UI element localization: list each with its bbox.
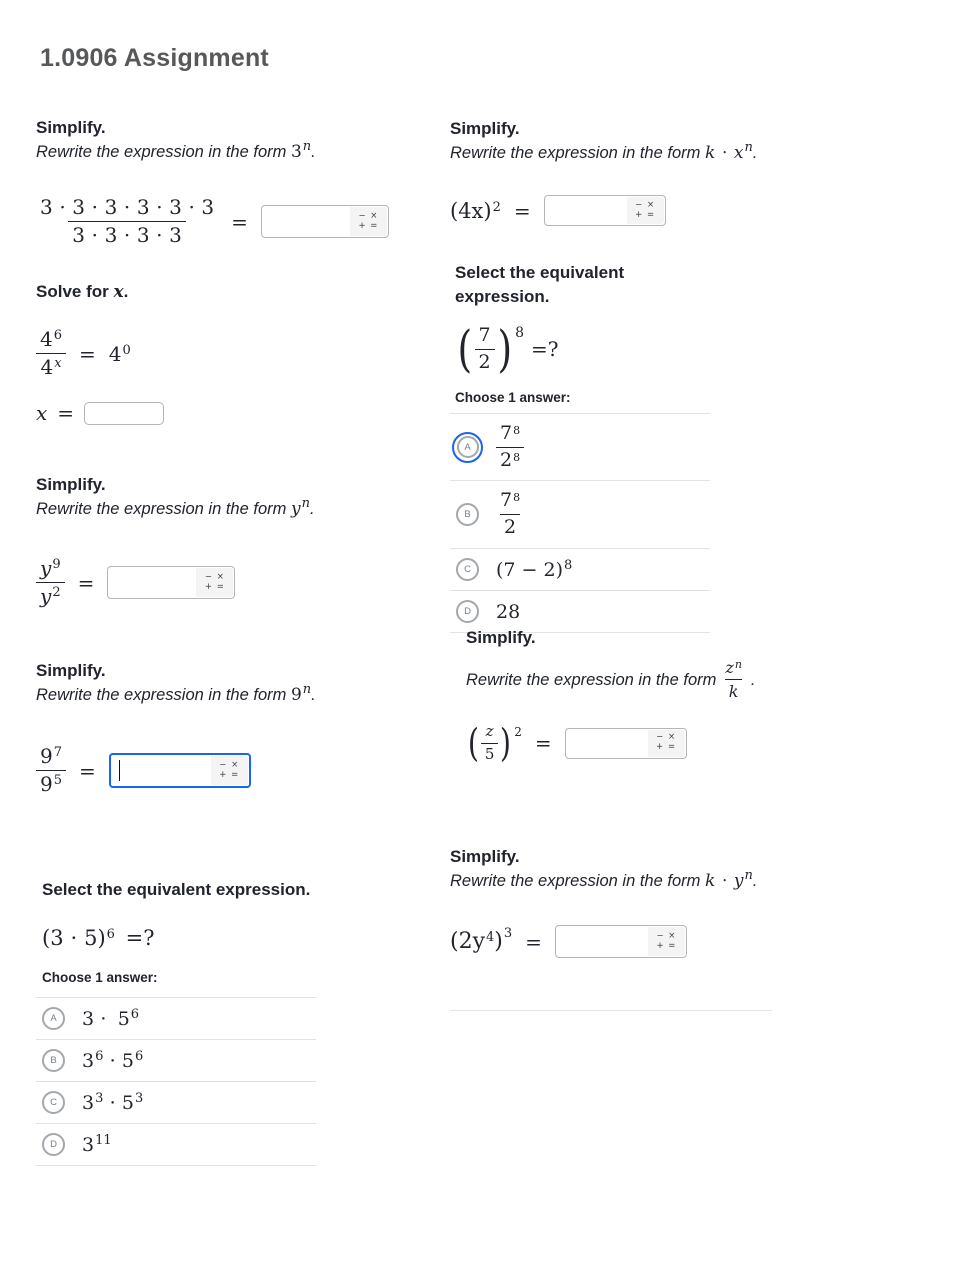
problem-heading: Simplify. [36,661,106,680]
problem-heading: Solve for x. [36,282,129,302]
answer-row: x = [36,401,396,425]
form-expression: $k \cdot y^n$ [704,868,753,891]
option-d-label: 28 [496,600,521,623]
problem-heading: Simplify. [36,118,106,137]
radio-option-b[interactable]: B [456,503,479,526]
answer-variable: x [36,401,48,425]
choice-row-a[interactable] [36,997,316,1039]
radio-option-c[interactable]: C [456,558,479,581]
choice-row-a-selected[interactable] [450,413,710,481]
close-paren: ) [500,721,512,766]
equation-row: ( $\frac{z}{5}$ ) 2 = − × + = [450,723,810,763]
problem-instruction: Rewrite the expression in the form $k \cdot y^n$. [450,868,758,891]
math-keypad-icon[interactable]: − × + = [196,568,233,597]
mc-question-3-5-pow6 [36,878,316,1166]
answer-input[interactable] [107,566,235,599]
problem-heading: Simplify. [450,119,520,138]
equation-row: $\frac{9^7}{9^5}$ = − × + = [36,745,396,796]
choice-row-c[interactable] [450,548,710,590]
open-paren: ( [457,319,473,378]
problem-solve-for-x [36,280,396,425]
fraction-expression: $\frac{9^7}{9^5}$ [36,745,66,796]
page-title: 1.0906 Assignment [40,44,269,72]
section-divider [450,1010,772,1011]
answer-input-focused[interactable] [109,753,251,788]
choose-label: Choose 1 answer: [42,970,158,985]
problem-heading: Simplify. [36,475,106,494]
radio-option-c[interactable]: C [42,1091,65,1114]
math-keypad-icon[interactable]: − × + = [648,927,685,956]
math-keypad-icon[interactable]: − × + = [648,730,685,757]
answer-input[interactable] [544,195,666,226]
mc-question-expression: $(3 \cdot 5)^6$ =? [42,926,155,950]
choice-list [36,997,316,1166]
radio-selected-ring[interactable] [452,432,483,463]
choice-row-b[interactable] [450,480,710,548]
fraction-expression: $\frac{y^9}{y^2}$ [36,557,65,608]
choose-label: Choose 1 answer: [455,389,571,405]
problem-instruction: Rewrite the expression in the form $y^n$. [36,496,315,519]
mc-heading: Select the equivalent expression. [455,263,625,306]
option-b-label: $3^6 \cdot 5^6$ [82,1048,144,1072]
choice-row-b[interactable] [36,1039,316,1081]
rhs-expression: $4^0$ [108,341,131,366]
lhs-expression: $(4x)^2$ [450,198,501,223]
radio-option-a[interactable]: A [42,1007,65,1030]
form-expression: 9$^n$ [290,682,312,705]
fraction-expression: $\frac{3 \cdot 3 \cdot 3 \cdot 3 \cdot 3 \cdot 3}{3 \cdot 3 \cdot 3 \cdot 3}$ [40,195,215,247]
option-a-label: $3 \cdot 5^6$ [82,1006,140,1030]
radio-option-d[interactable]: D [456,600,479,623]
close-paren: ) [497,319,512,378]
choice-row-c[interactable] [36,1081,316,1123]
instruction-text: Rewrite the expression in the form [450,872,701,890]
equation-row: $(4x)^2$ = − × + = [450,195,810,226]
problem-simplify-yn [36,473,396,608]
form-expression: $y^n$ [290,496,310,519]
math-keypad-icon[interactable]: − × + = [211,756,248,785]
problem-instruction: Rewrite the expression in the form $\frac{z^n}{k}$ . [466,658,756,702]
radio-option-d[interactable]: D [42,1133,65,1156]
problem-simplify-3n [36,116,396,247]
radio-option-a[interactable]: A [457,436,479,458]
option-a-label: $\frac{7^8}{2^8}$ [496,423,524,472]
problem-simplify-kyn [450,845,810,958]
lhs-expression: $(2y^4)^3$ [450,926,513,954]
math-keypad-icon[interactable]: − × + = [627,197,664,224]
choice-row-d[interactable] [36,1123,316,1165]
problem-heading: Simplify. [450,847,520,866]
equation-row: $(2y^4)^3$ = − × + = [450,925,810,958]
answer-input[interactable] [84,402,164,425]
lhs-expression: ( $\frac{z}{5}$ ) 2 [467,721,522,766]
equation-row: $\frac{y^9}{y^2}$ = − × + = [36,557,396,608]
text-cursor [119,760,121,781]
form-expression: $\frac{z^n}{k}$ [725,658,742,702]
mc-question-expression: ( $\frac{7}{2}$ ) 8 =? [457,319,559,378]
math-keypad-icon[interactable]: − × + = [350,207,387,236]
problem-simplify-kxn [450,117,810,226]
fraction-expression: $\frac{4^6}{4^x}$ [36,328,66,379]
form-expression: $k \cdot x^n$ [704,140,753,163]
open-paren: ( [467,721,479,766]
problem-heading: Simplify. [466,628,536,647]
mc-question-7-over-2-pow8 [450,261,710,633]
answer-input[interactable] [261,205,389,238]
instruction-text: Rewrite the expression in the form [36,500,287,518]
equation-row: $\frac{3 \cdot 3 \cdot 3 \cdot 3 \cdot 3 \cdot 3}{3 \cdot 3 \cdot 3 \cdot 3}$ = − × + = [36,196,396,247]
problem-simplify-9n [36,659,396,796]
choice-list [450,413,710,633]
equation-row: $\frac{4^6}{4^x}$ = $4^0$ [36,328,396,379]
instruction-text: Rewrite the expression in the form [466,670,717,689]
instruction-text: Rewrite the expression in the form [450,144,701,162]
option-d-label: $3^{11}$ [82,1132,112,1156]
radio-option-b[interactable]: B [42,1049,65,1072]
instruction-text: Rewrite the expression in the form [36,143,287,161]
option-b-label: $\frac{7^8}{2}$ [500,489,521,539]
instruction-text: Rewrite the expression in the form [36,686,287,704]
problem-instruction: Rewrite the expression in the form $k \cdot x^n$. [450,140,758,163]
form-expression: 3$^n$ [290,139,312,162]
option-c-label: $(7 - 2)^8$ [496,557,573,581]
answer-input[interactable] [555,925,687,958]
problem-instruction: Rewrite the expression in the form 3$^n$. [36,139,316,162]
mc-heading: Select the equivalent expression. [42,880,311,899]
answer-input[interactable] [565,728,687,759]
option-c-label: $3^3 \cdot 5^3$ [82,1090,144,1114]
problem-instruction: Rewrite the expression in the form 9$^n$. [36,682,316,705]
problem-simplify-zn-over-k [450,626,810,766]
